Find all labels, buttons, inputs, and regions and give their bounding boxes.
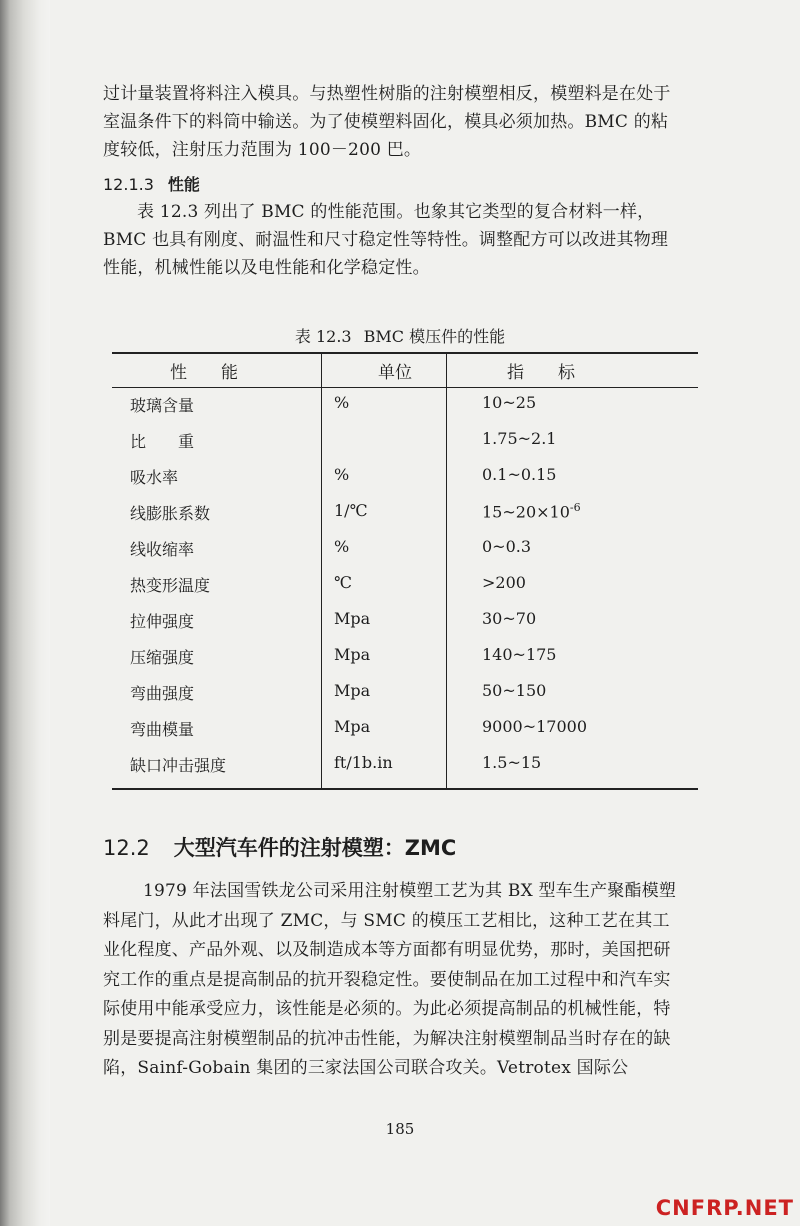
property-name: 拉伸强度	[130, 612, 195, 631]
subsection-heading	[103, 172, 200, 195]
property-range: >200	[482, 573, 526, 592]
subsection-number: 12.1.3	[103, 175, 154, 194]
property-range: 0~0.3	[482, 537, 532, 556]
property-name: 压缩强度	[130, 648, 195, 667]
range-base: 15~20×10	[482, 502, 570, 522]
property-unit: Mpa	[334, 645, 371, 664]
properties-table	[112, 352, 698, 792]
section-heading	[103, 832, 456, 862]
paragraph-1: 过计量装置将料注入模具。与热塑性树脂的注射模塑相反，模塑料是在处于室温条件下的料筒中输送。为了使模塑料固化，模具必须加热。BMC 的粘度较低，注射压力范围为 100－200 巴。	[103, 84, 671, 160]
table-caption-title: BMC 模压件的性能	[363, 327, 506, 346]
property-unit: Mpa	[334, 609, 371, 628]
section-number: 12.2	[103, 836, 150, 860]
range-exponent: -6	[569, 501, 581, 514]
property-unit: ℃	[334, 573, 352, 592]
table-caption	[0, 324, 800, 347]
table-header-rule	[112, 387, 698, 388]
property-range	[482, 501, 581, 521]
site-watermark: CNFRP.NET	[655, 1196, 794, 1220]
table-bottom-rule	[112, 788, 698, 790]
property-range: 140~175	[482, 645, 557, 664]
table-row	[112, 570, 698, 606]
table-header-unit: 单位	[378, 363, 412, 383]
table-row	[112, 642, 698, 678]
property-name: 缺口冲击强度	[130, 756, 227, 775]
paragraph-2: 表 12.3 列出了 BMC 的性能范围。也象其它类型的复合材料一样，BMC 也具有刚度、耐温性和尺寸稳定性等特性。调整配方可以改进其物理性能，机械性能以及电性能和化学稳定性。	[103, 202, 669, 278]
table-row	[112, 462, 698, 498]
section-title: 大型汽车件的注射模塑：ZMC	[173, 836, 457, 860]
property-range: 30~70	[482, 609, 537, 628]
table-row	[112, 750, 698, 786]
table-body	[112, 390, 698, 786]
property-range: 10~25	[482, 393, 537, 412]
table-top-rule	[112, 352, 698, 354]
property-range: 1.75~2.1	[482, 429, 557, 448]
book-spine-shadow	[0, 0, 50, 1226]
property-name: 玻璃含量	[130, 396, 195, 415]
table-row	[112, 714, 698, 750]
property-range: 50~150	[482, 681, 547, 700]
property-name: 弯曲模量	[130, 720, 195, 739]
page-number: 185	[385, 1120, 415, 1138]
property-unit: %	[334, 393, 350, 412]
property-unit: %	[334, 465, 350, 484]
property-name: 热变形温度	[130, 576, 211, 595]
property-name: 比 重	[130, 432, 195, 451]
paragraph-3: 1979 年法国雪铁龙公司采用注射模塑工艺为其 BX 型车生产聚酯模塑料尾门，从此才出现了 ZMC，与 SMC 的模压工艺相比，这种工艺在其工业化程度、产品外观、以及制造成本等方面都有明显优势，那时，美国把研究工作的重点是提高制品的抗开裂稳定性。要使制品在加工过程中和汽车实际使用中能承受应力，该性能是必须的。为此必须提高制品的机械性能，特别是要提高注射模塑制品的抗冲击性能，为解决注射模塑制品当时存在的缺陷，Sainf-Gobain 集团的三家法国公司联合攻关。Vetrotex 国际公	[103, 881, 677, 1078]
property-unit: Mpa	[334, 681, 371, 700]
property-range: 0.1~0.15	[482, 465, 557, 484]
property-unit: 1/℃	[334, 501, 368, 520]
table-caption-number: 表 12.3	[294, 327, 352, 346]
table-row	[112, 498, 698, 534]
property-unit: ft/1b.in	[334, 753, 393, 772]
property-name: 线膨胀系数	[130, 504, 211, 523]
table-header-property: 性 能	[170, 363, 238, 383]
property-name: 弯曲强度	[130, 684, 195, 703]
property-range: 1.5~15	[482, 753, 542, 772]
table-row	[112, 426, 698, 462]
table-row	[112, 678, 698, 714]
subsection-title: 性能	[167, 175, 200, 194]
table-row	[112, 606, 698, 642]
property-unit: %	[334, 537, 350, 556]
table-row	[112, 534, 698, 570]
property-name: 线收缩率	[130, 540, 195, 559]
table-row	[112, 390, 698, 426]
property-name: 吸水率	[130, 468, 179, 487]
property-range: 9000~17000	[482, 717, 588, 736]
table-header-range: 指 标	[507, 363, 575, 383]
property-unit: Mpa	[334, 717, 371, 736]
